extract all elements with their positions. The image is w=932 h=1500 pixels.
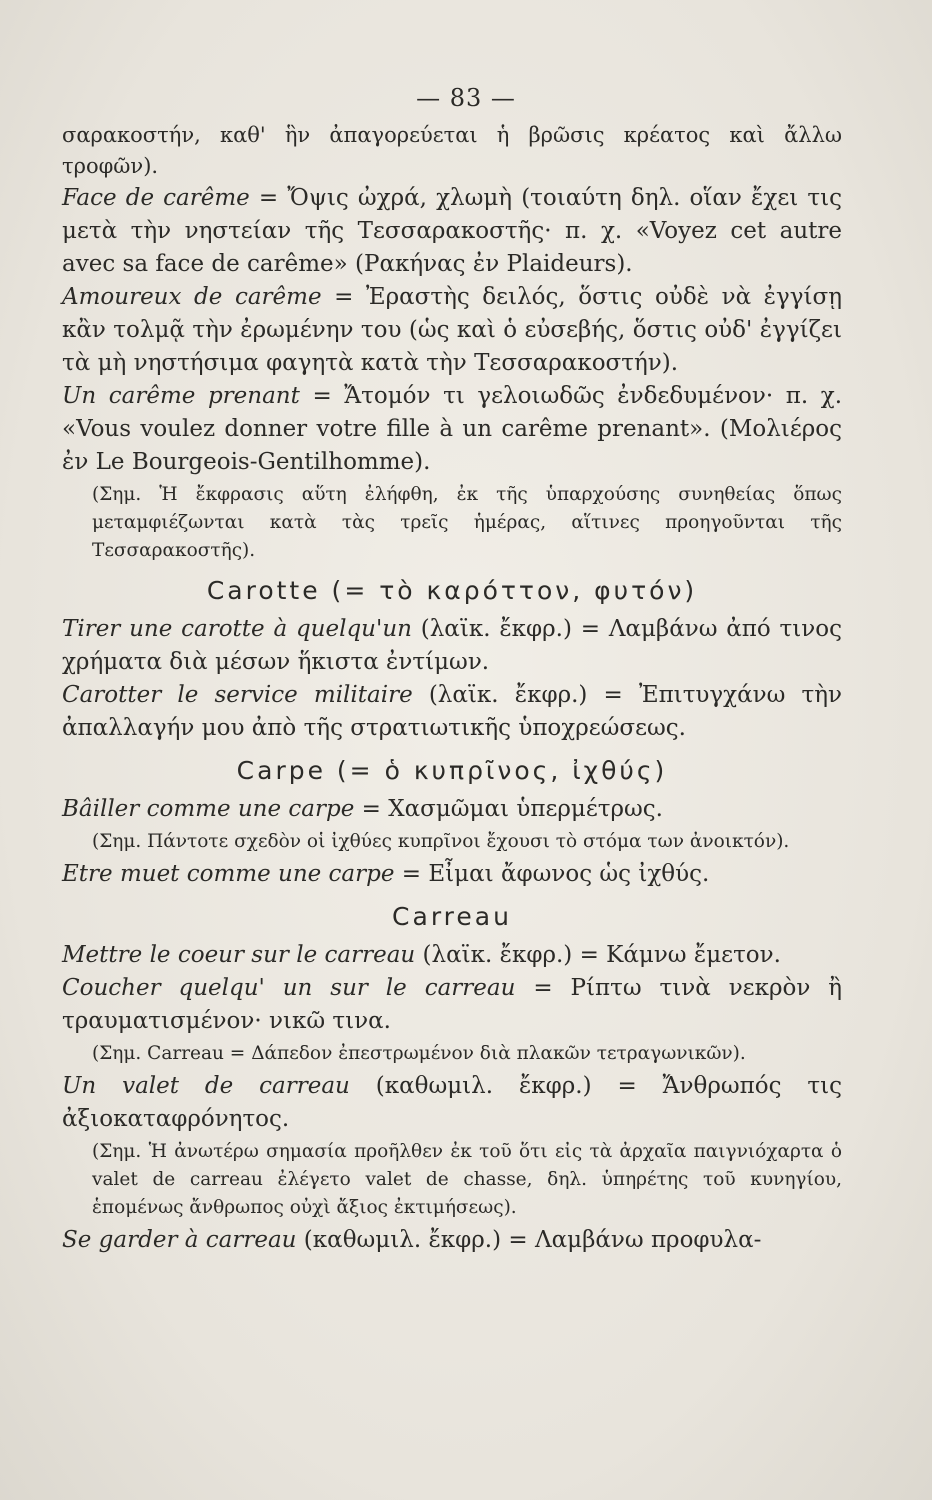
section-heading-carotte: Carotte (= τὸ καρόττον, φυτόν) bbox=[206, 576, 698, 605]
greek-definition: = Ρίπτω τινὰ νεκρὸν ἢ τραυματισμένον· νικῶ τινα. bbox=[62, 975, 843, 1034]
intro-paragraph: σαρακοστήν, καθ' ἣν ἀπαγορεύεται ἡ βρῶσις κρέατος καὶ ἄλλω τροφῶν). bbox=[62, 123, 842, 178]
greek-definition: (καθωμιλ. ἔκφρ.) = Ἄνθρωπός τις ἀξιοκαταφρόνητος. bbox=[62, 1073, 842, 1132]
french-phrase: Un carême prenant bbox=[62, 383, 300, 409]
section-heading-carreau: Carreau bbox=[392, 902, 512, 931]
greek-definition: = Εἶμαι ἄφωνος ὡς ἰχθύς. bbox=[394, 861, 710, 887]
french-phrase: Amoureux de carême bbox=[62, 284, 322, 310]
entry-bailler-comme-une-carpe bbox=[62, 793, 842, 826]
entry-tirer-une-carotte bbox=[62, 613, 842, 679]
entry-etre-muet-comme-une-carpe bbox=[62, 858, 842, 891]
note-carreau: (Σημ. Carreau = Δάπεδον ἐπεστρωμένον διὰ πλακῶν τετραγωνικῶν). bbox=[92, 1043, 746, 1064]
entry-amoureux-de-careme bbox=[62, 281, 842, 380]
french-phrase: Etre muet comme une carpe bbox=[62, 861, 395, 887]
french-phrase: Face de carême bbox=[62, 185, 250, 211]
note-careme-prenant: (Σημ. Ἡ ἔκφρασις αὕτη ἐλήφθη, ἐκ τῆς ὑπαρχούσης συνηθείας ὅπως μεταμφιέζωνται κατὰ τὰς τρεῖς ἡμέρας, αἵτινες προηγοῦνται τῆς Τεσσαρακοστῆς). bbox=[92, 484, 842, 561]
french-phrase: Mettre le coeur sur le carreau bbox=[62, 942, 416, 968]
greek-definition: = Ἄτομόν τι γελοιωδῶς ἐνδεδυμένον· π. χ. «Vous voulez donner votre fille à un carême prenant». (Μολιέρος ἐν Le Bourgeois-Gentilhomme). bbox=[62, 383, 842, 475]
greek-definition: = Ὄψις ὠχρά, χλωμὴ (τοιαύτη δηλ. οἵαν ἔχει τις μετὰ τὴν νηστείαν τῆς Τεσσαρακοστῆς· π. χ. «Voyez cet autre avec sa face de carême» (Ρακήνας ἐν Plaideurs). bbox=[62, 185, 842, 277]
section-heading-carpe: Carpe (= ὁ κυπρῖνος, ἰχθύς) bbox=[236, 756, 668, 785]
french-phrase: Carotter le service militaire bbox=[62, 682, 413, 708]
greek-definition: = Χασμῶμαι ὑπερμέτρως. bbox=[354, 796, 663, 822]
entry-carotter-le-service bbox=[62, 679, 842, 745]
entry-coucher-quelqu-un bbox=[62, 972, 842, 1038]
page-body bbox=[62, 120, 842, 1257]
page-number: — 83 — bbox=[416, 84, 516, 112]
entry-un-valet-de-carreau bbox=[62, 1070, 842, 1136]
greek-definition: (λαϊκ. ἔκφρ.) = Κάμνω ἔμετον. bbox=[415, 942, 781, 968]
greek-definition: = Ἐραστὴς δειλός, ὅστις οὐδὲ νὰ ἐγγίσῃ κἂν τολμᾷ τὴν ἐρωμένην του (ὡς καὶ ὁ εὐσεβής, ὅστις οὐδ' ἐγγίζει τὰ μὴ νηστήσιμα φαγητὰ κατὰ τὴν Τεσσαρακοστήν). bbox=[62, 284, 843, 376]
entry-face-de-careme bbox=[62, 182, 842, 281]
french-phrase: Bâiller comme une carpe bbox=[62, 796, 355, 822]
entry-mettre-le-coeur bbox=[62, 939, 842, 972]
french-phrase: Coucher quelqu' un sur le carreau bbox=[62, 975, 516, 1001]
note-carpe: (Σημ. Πάντοτε σχεδὸν οἱ ἰχθύες κυπρῖνοι ἔχουσι τὸ στόμα των ἀνοικτόν). bbox=[92, 831, 790, 852]
note-valet-de-carreau: (Σημ. Ἡ ἀνωτέρω σημασία προῆλθεν ἐκ τοῦ ὅτι εἰς τὰ ἀρχαῖα παιγνιόχαρτα ὁ valet de carreau ἐλέγετο valet de chasse, δηλ. ὑπηρέτης τοῦ κυνηγίου, ἑπομένως ἄνθρωπος οὐχὶ ἄξιος ἐκτιμήσεως). bbox=[92, 1141, 842, 1218]
greek-definition: (καθωμιλ. ἔκφρ.) = Λαμβάνω προφυλα- bbox=[296, 1227, 762, 1253]
greek-definition: (λαϊκ. ἔκφρ.) = Ἐπιτυγχάνω τὴν ἀπαλλαγήν μου ἀπὸ τῆς στρατιωτικῆς ὑποχρεώσεως. bbox=[62, 682, 842, 741]
entry-se-garder-a-carreau bbox=[62, 1224, 842, 1257]
french-phrase: Se garder à carreau bbox=[62, 1227, 297, 1253]
greek-definition: (λαϊκ. ἔκφρ.) = Λαμβάνω ἀπό τινος χρήματα διὰ μέσων ἥκιστα ἐντίμων. bbox=[62, 616, 843, 675]
entry-un-careme-prenant bbox=[62, 380, 842, 479]
french-phrase: Tirer une carotte à quelqu'un bbox=[62, 616, 412, 642]
french-phrase: Un valet de carreau bbox=[62, 1073, 350, 1099]
